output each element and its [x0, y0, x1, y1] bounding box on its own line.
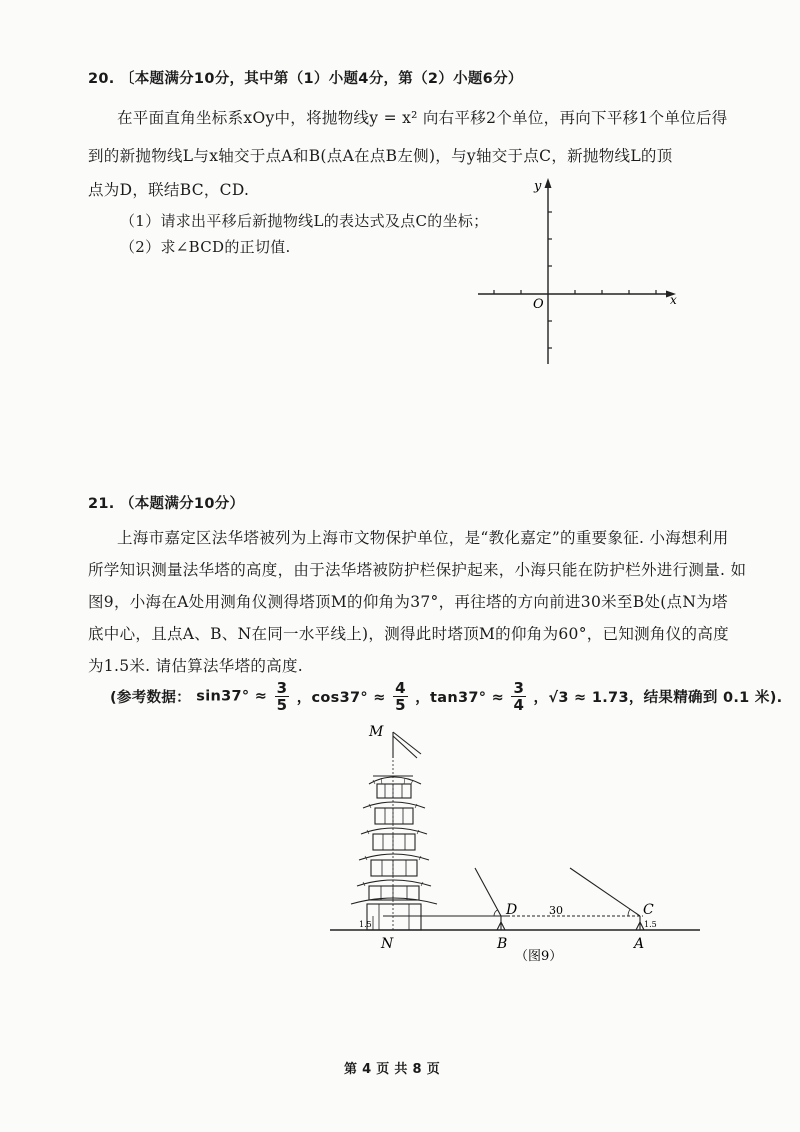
cos-fraction: $\frac{4}{5}$ — [395, 679, 406, 714]
tan-label: ，tan37° ≈ — [415, 690, 505, 706]
sin-fraction: $\frac{3}{5}$ — [276, 679, 288, 714]
q21-text-line-5: 为1.5米. 请估算法华塔的高度. — [88, 657, 304, 675]
label-D: D — [506, 902, 518, 918]
cos-label: ，cos37° ≈ — [296, 690, 386, 706]
q20-subquestion-1: （1）请求出平移后新抛物线L的表达式及点C的坐标； — [120, 212, 489, 230]
q20-text-line-3: 点为D，联结BC，CD. — [88, 181, 250, 199]
y-axis-label: y — [534, 179, 542, 194]
instrument-at-B — [475, 868, 505, 930]
instrument-at-A — [570, 868, 644, 930]
page-footer: 第 4 页 共 8 页 — [344, 1062, 441, 1077]
tan-fraction: $\frac{3}{4}$ — [513, 679, 525, 714]
sin-label: sin37° ≈ — [196, 688, 268, 705]
x-axis-label: x — [670, 293, 677, 307]
height-label-right: 1.5 — [644, 920, 657, 929]
q21-text-line-1: 上海市嘉定区法华塔被列为上海市文物保护单位，是“教化嘉定”的重要象征. 小海想利用 — [117, 529, 729, 547]
q21-text-line-2: 所学知识测量法华塔的高度，由于法华塔被防护栏保护起来，小海只能在防护栏外进行测量. 如 — [88, 561, 747, 579]
figure-caption: （图9） — [515, 949, 563, 964]
sqrt-text: ，√3 ≈ 1.73，结果精确到 0.1 米). — [533, 690, 783, 706]
q20-coordinate-axes — [470, 172, 690, 372]
label-N: N — [381, 936, 394, 952]
q20-subquestion-2: （2）求∠BCD的正切值. — [120, 238, 291, 256]
label-C: C — [643, 902, 654, 918]
distance-label: 30 — [549, 904, 563, 917]
origin-label: O — [533, 297, 544, 312]
label-B: B — [497, 936, 508, 952]
label-A: A — [634, 936, 645, 952]
label-M: M — [369, 724, 384, 740]
q20-text-line-1: 在平面直角坐标系xOy中，将抛物线y = x² 向右平移2个单位，再向下平移1个单位后得 — [117, 109, 728, 127]
q20-text-line-2: 到的新抛物线L与x轴交于点A和B(点A在点B左侧)，与y轴交于点C，新抛物线L的顶 — [88, 147, 673, 165]
q21-reference-data — [110, 680, 782, 713]
height-label-left: 1.5 — [359, 920, 372, 929]
q21-pagoda-figure — [325, 718, 705, 968]
q20-header: 20. 〔本题满分10分，其中第（1）小题4分，第（2）小题6分） — [88, 71, 523, 87]
q21-text-line-3: 图9，小海在A处用测角仪测得塔顶M的仰角为37°，再往塔的方向前进30米至B处(点N为塔 — [88, 593, 728, 611]
reference-prefix: (参考数据： — [110, 690, 191, 706]
q21-text-line-4: 底中心，且点A、B、N在同一水平线上)，测得此时塔顶M的仰角为60°，已知测角仪的高度 — [88, 625, 729, 643]
q21-header: 21. （本题满分10分） — [88, 496, 245, 512]
pagoda-drawing — [351, 732, 437, 930]
